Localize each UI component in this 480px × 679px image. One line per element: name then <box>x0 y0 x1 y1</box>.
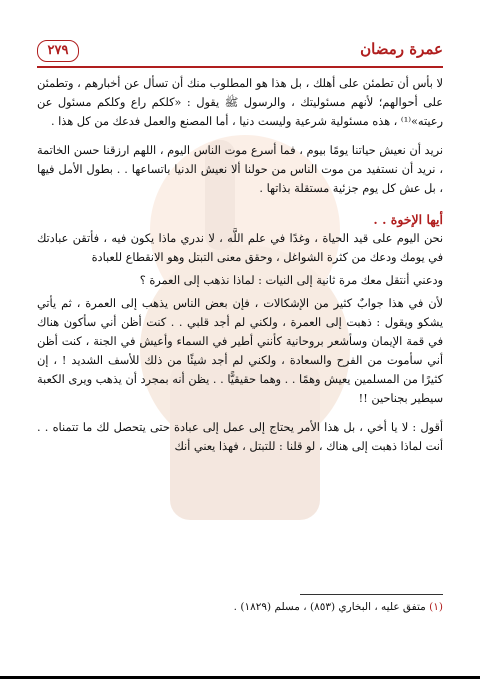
section-heading: أيها الإخوة . . <box>373 212 443 227</box>
footnote-text: متفق عليه ، البخاري (٨٥٣) ، مسلم (١٨٢٩) . <box>233 601 426 613</box>
paragraph: لا بأس أن تطمئن على أهلك ، بل هذا هو المطلوب منك أن تسأل عن أخبارهم ، وتطمئن على أحوالهم؛ لأنهم مسئوليتك ، والرسول ﷺ يقول : «كلكم راع وكلكم مسئول عن رعيته»⁽¹⁾ ، هذه مسئولية شرعية وليست دنيا ، أما المصنع والعمل فدعك من كل هذا . <box>37 77 443 128</box>
footnote-separator <box>300 594 443 595</box>
paragraph: ودعني أنتقل معك مرة ثانية إلى النيات : لماذا نذهب إلى العمرة ؟ <box>139 274 443 287</box>
paragraph: لأن في هذا جوابٌ كثير من الإشكالات ، فإن بعض الناس يذهب إلى العمرة ، ثم يأتي يشكو ويقول : ذهبت إلى العمرة ، ولكني لم أجد قلبي . . كنت أظن أني سأكون هناك في قمة الإيمان وسأشعر بروحانية كأنني أطير في السماء وأعيش في الجنة ، كنت أظن أني سأموت من الفرح والسعادة ، ولكني لم أجد شيئًا من ذلك للأسف الشديد ! ، إن كثيرًا من المسلمين يعيش وهمًا . . وهما حقيقيًّا . . يظن أنه بمجرد أن يذهب ويرى الكعبة سيطير بجناحين !! <box>37 297 443 405</box>
footnote <box>37 601 443 613</box>
page-header <box>37 40 443 64</box>
page-body <box>37 74 443 456</box>
running-title: عمرة رمضان <box>360 40 443 58</box>
paragraph: نريد أن نعيش حياتنا يومًا بيوم ، فما أسرع موت الناس اليوم ، اللهم ارزقنا حسن الخاتمة ، نريد أن نستفيد من موت الناس من حولنا ألا نعيش الدنيا باتساعها . . بطول الأمل فيها ، بل عش كل يوم جزئية مستقلة بذاتها . <box>37 144 443 195</box>
page-number: ٢٧٩ <box>37 40 79 62</box>
paragraph: نحن اليوم على قيد الحياة ، وغدًا في علم اللَّه ، لا ندري ماذا يكون فيه ، فأتقن عبادتك في يومك ودعك من كثرة الشواغل ، وحقق معنى التبتل وهو الانقطاع للعبادة <box>37 232 443 264</box>
footnote-number: (١) <box>429 601 443 613</box>
paragraph: أقول : لا يا أخي ، بل هذا الأمر يحتاج إلى عمل إلى عبادة حتى يتحصل لك ما تتمناه . . أنت لماذا ذهبت إلى هناك ، لو قلنا : للتبتل ، فهذا يعني أنك <box>37 421 443 453</box>
header-rule <box>37 66 443 68</box>
